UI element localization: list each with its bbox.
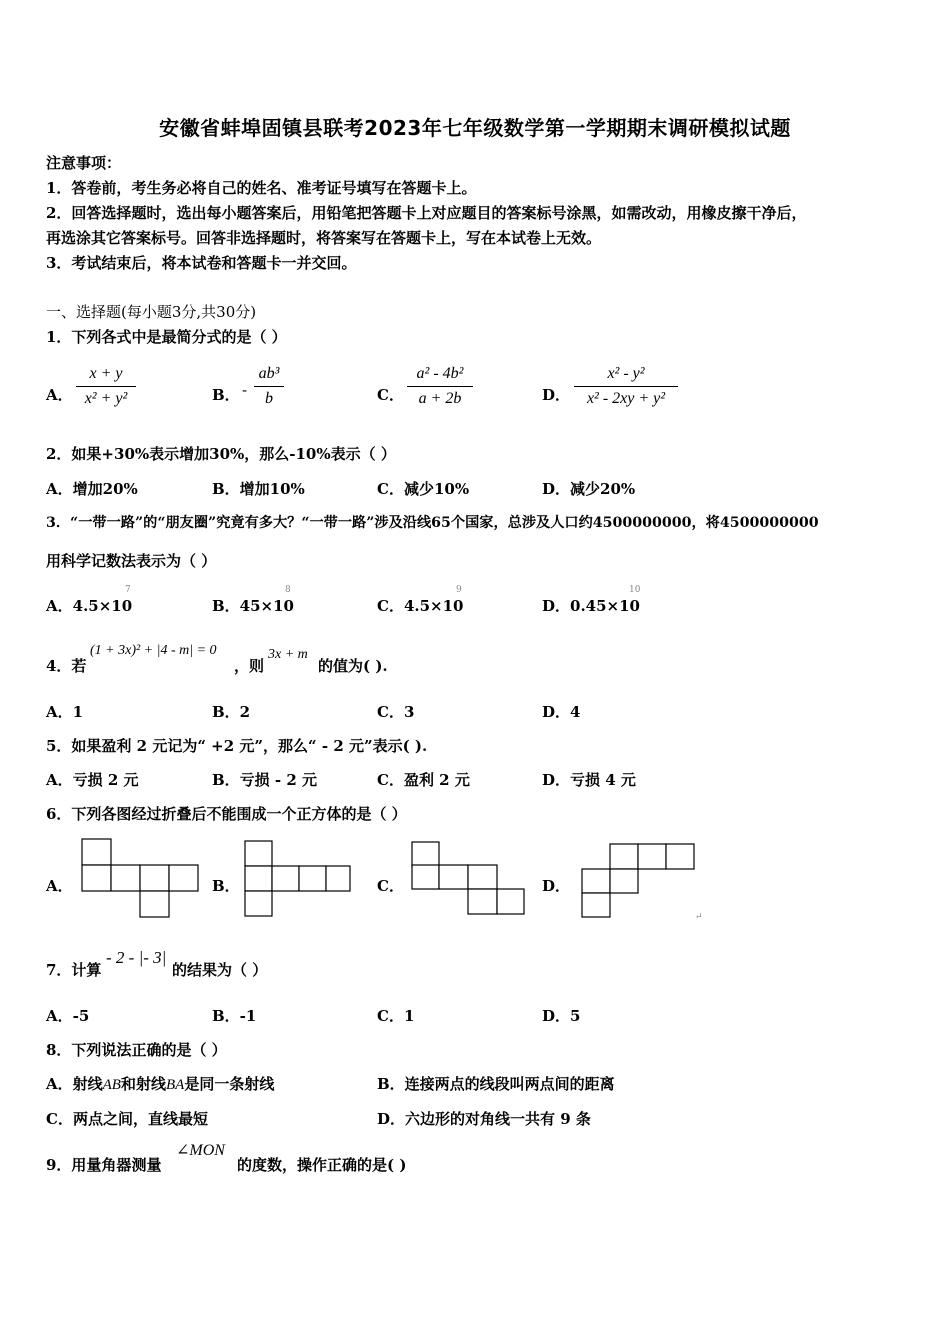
q4-option-c: C．3 bbox=[377, 703, 415, 721]
q3-option-a: A．4.5×10 bbox=[46, 597, 133, 615]
q4-option-d: D．4 bbox=[542, 703, 581, 721]
question-4-suffix: 的值为( ). bbox=[318, 657, 388, 675]
q6-option-a-cube-net bbox=[80, 837, 200, 919]
q5-option-a: A．亏损 2 元 bbox=[46, 771, 139, 789]
q1-option-d-fraction: x² - y² x² - 2xy + y² bbox=[574, 362, 678, 411]
question-9-prefix: 9．用量角器测量 bbox=[46, 1156, 162, 1174]
q8-option-d: D．六边形的对角线一共有 9 条 bbox=[377, 1110, 591, 1128]
q6-option-a-label: A． bbox=[46, 877, 73, 895]
notice-item: 2．回答选择题时，选出每小题答案后，用铅笔把答题卡上对应题目的答案标号涂黑，如需改动，用橡皮擦干净后， bbox=[46, 204, 807, 222]
q5-option-d: D．亏损 4 元 bbox=[542, 771, 636, 789]
q7-expression: - 2 - |- 3| bbox=[106, 948, 167, 967]
page-title: 安徽省蚌埠固镇县联考2023年七年级数学第一学期期末调研模拟试题 bbox=[159, 116, 791, 140]
q8-option-b: B．连接两点的线段叫两点间的距离 bbox=[377, 1075, 615, 1093]
q6-option-d-cube-net bbox=[580, 842, 698, 920]
q9-angle: ∠MON bbox=[176, 1142, 225, 1159]
q3-option-b-exponent: 8 bbox=[285, 585, 291, 595]
q1-option-c-label: C． bbox=[377, 386, 404, 404]
q6-option-c-cube-net bbox=[410, 840, 528, 918]
question-1-stem: 1．下列各式中是最简分式的是（ ） bbox=[46, 328, 287, 346]
q1-option-d-label: D． bbox=[542, 386, 571, 404]
question-7-prefix: 7．计算 bbox=[46, 961, 102, 979]
q1-option-b-label: B． bbox=[212, 386, 240, 404]
q2-option-c: C．减少10% bbox=[377, 480, 470, 498]
notice-heading: 注意事项： bbox=[46, 154, 122, 172]
q2-option-a: A．增加20% bbox=[46, 480, 138, 498]
q3-option-b: B．45×10 bbox=[212, 597, 294, 615]
question-6-stem: 6．下列各图经过折叠后不能围成一个正方体的是（ ） bbox=[46, 805, 407, 823]
notice-item: 3．考试结束后，将本试卷和答题卡一并交回。 bbox=[46, 254, 357, 272]
question-3-stem-line2: 用科学记数法表示为（ ） bbox=[46, 552, 217, 570]
q5-option-c: C．盈利 2 元 bbox=[377, 771, 470, 789]
notice-item: 再选涂其它答案标号。回答非选择题时，将答案写在答题卡上，写在本试卷上无效。 bbox=[46, 229, 602, 247]
question-8-stem: 8．下列说法正确的是（ ） bbox=[46, 1041, 227, 1059]
q4-expression: 3x + m bbox=[268, 647, 308, 662]
section-heading: 一、选择题(每小题3分,共30分) bbox=[46, 303, 257, 321]
question-9-suffix: 的度数，操作正确的是( ) bbox=[237, 1156, 407, 1174]
q7-option-c: C．1 bbox=[377, 1007, 415, 1025]
return-mark: ↵ bbox=[695, 912, 703, 922]
q4-equation: (1 + 3x)² + |4 - m| = 0 bbox=[90, 643, 217, 658]
q3-option-a-exponent: 7 bbox=[125, 585, 131, 595]
q1-option-b-sign: - bbox=[242, 381, 248, 399]
q2-option-d: D．减少20% bbox=[542, 480, 636, 498]
q3-option-c-exponent: 9 bbox=[456, 585, 462, 595]
question-5-stem: 5．如果盈利 2 元记为“ +2 元”，那么“ - 2 元”表示( ). bbox=[46, 737, 428, 755]
q4-option-b: B．2 bbox=[212, 703, 251, 721]
q4-mid: ，则 bbox=[234, 657, 265, 675]
q5-option-b: B．亏损 - 2 元 bbox=[212, 771, 318, 789]
q4-option-a: A．1 bbox=[46, 703, 84, 721]
q7-option-a: A．-5 bbox=[46, 1007, 90, 1025]
question-3-stem-line1: 3．“一带一路”的“朋友圈”究竟有多大？“一带一路”涉及沿线65个国家，总涉及人口约4500000000，将4500000000 bbox=[46, 515, 819, 531]
q6-option-d-label: D． bbox=[542, 877, 571, 895]
q3-option-c: C．4.5×10 bbox=[377, 597, 464, 615]
q6-option-c-label: C． bbox=[377, 877, 404, 895]
q1-option-b-fraction: ab³ b bbox=[254, 362, 284, 411]
q7-option-d: D．5 bbox=[542, 1007, 581, 1025]
q8-option-a: A．射线AB和射线BA是同一条射线 bbox=[46, 1075, 275, 1093]
q6-option-b-label: B． bbox=[212, 877, 240, 895]
q1-option-a-fraction: x + y x² + y² bbox=[76, 362, 136, 411]
q3-option-d-exponent: 10 bbox=[629, 585, 641, 595]
q7-option-b: B．-1 bbox=[212, 1007, 257, 1025]
q1-option-c-fraction: a² - 4b² a + 2b bbox=[407, 362, 473, 411]
q3-option-d: D．0.45×10 bbox=[542, 597, 640, 615]
notice-item: 1．答卷前，考生务必将自己的姓名、准考证号填写在答题卡上。 bbox=[46, 179, 477, 197]
q2-option-b: B．增加10% bbox=[212, 480, 305, 498]
question-4-prefix: 4．若 bbox=[46, 657, 87, 675]
q8-option-c: C．两点之间，直线最短 bbox=[46, 1110, 208, 1128]
q6-option-b-cube-net bbox=[243, 839, 353, 919]
q1-option-a-label: A． bbox=[46, 386, 73, 404]
question-7-suffix: 的结果为（ ） bbox=[172, 961, 268, 979]
question-2-stem: 2．如果+30%表示增加30%，那么-10%表示（ ） bbox=[46, 445, 396, 463]
